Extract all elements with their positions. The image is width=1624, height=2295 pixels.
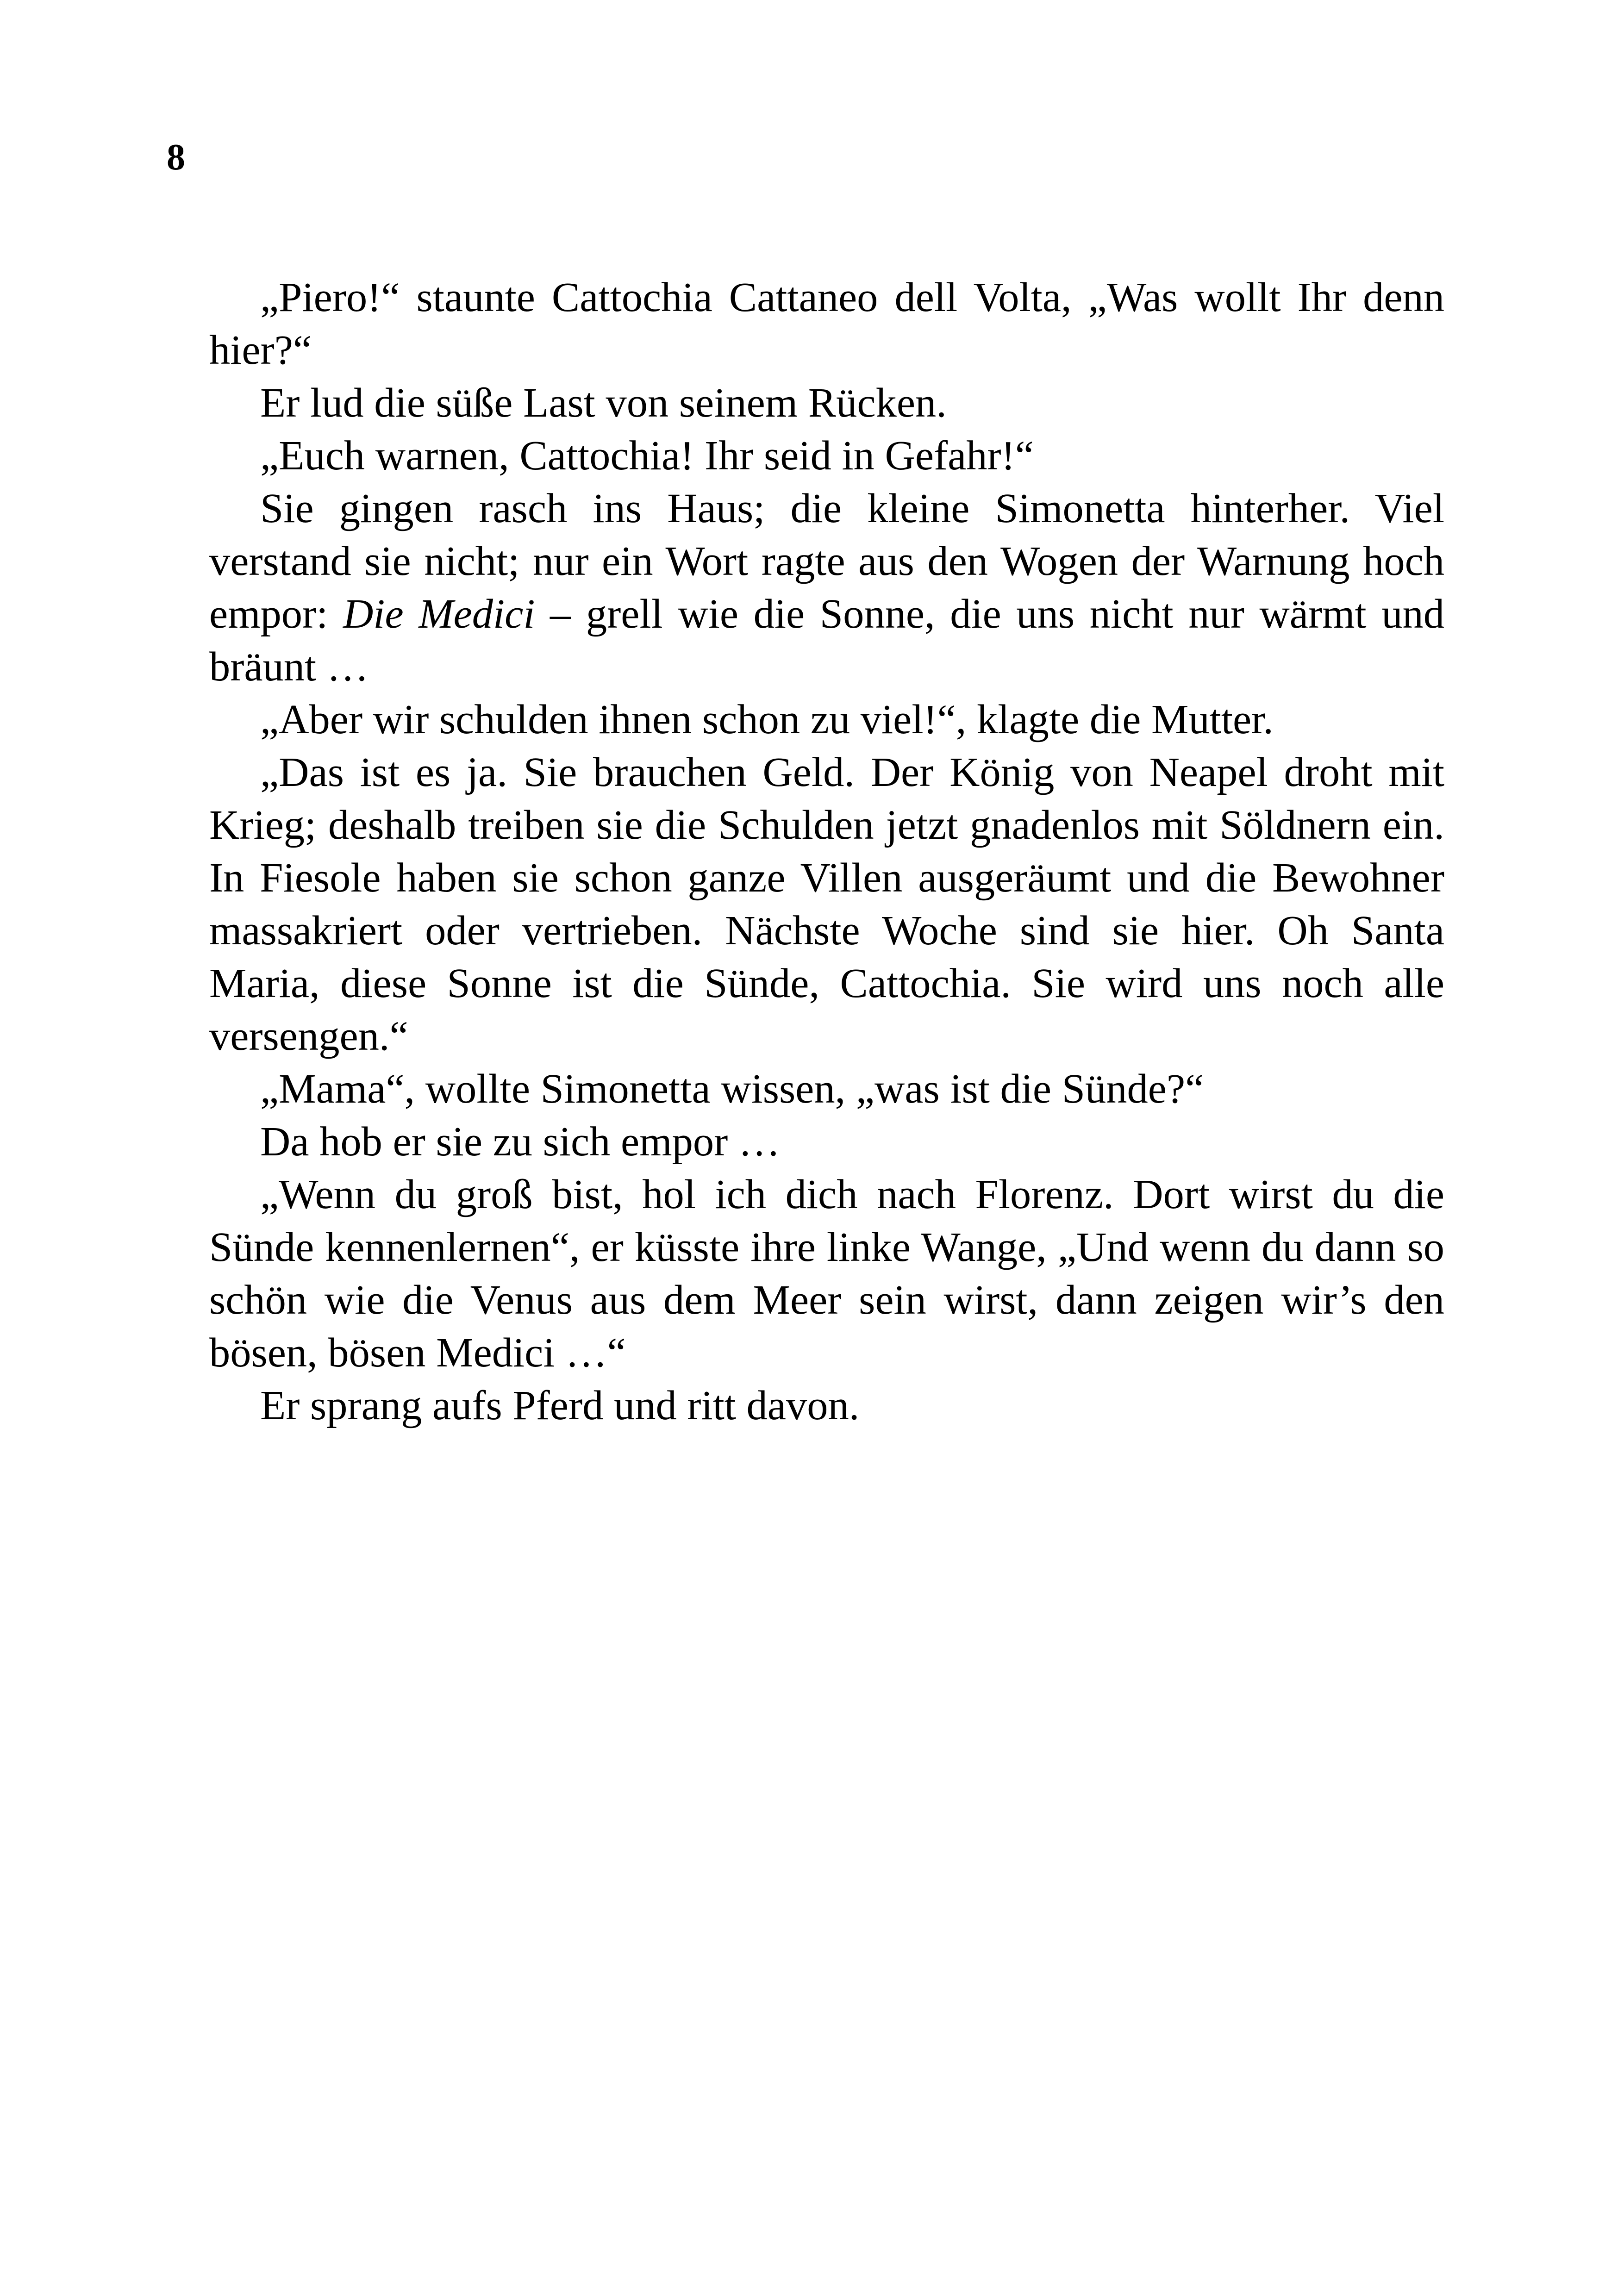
paragraph: „Euch warnen, Cattochia! Ihr seid in Gefahr!“ xyxy=(260,432,1034,479)
paragraph: „Das ist es ja. Sie brauchen Geld. Der König von Neapel droht mit Krieg; deshalb treiben sie die Schulden jetzt gnadenlos mit Söldnern ein. In Fiesole haben sie schon ganze Villen ausgeräumt und die Bewohner massakriert oder vertrieben. Nächste Woche sind sie hier. Oh Santa Maria, diese Sonne ist die Sünde, Cattochia. Sie wird uns noch alle versengen.“ xyxy=(209,748,1444,1059)
paragraph: Er sprang aufs Pferd und ritt davon. xyxy=(260,1382,860,1428)
paragraph-text: – grell wie die Sonne, die uns nicht nur wärmt und bräunt … xyxy=(209,590,1444,690)
paragraph: „Aber wir schulden ihnen schon zu viel!“, klagte die Mutter. xyxy=(260,696,1274,742)
paragraph-text: Sie gingen rasch ins Haus; die kleine Simonetta hinterher. Viel verstand sie nicht; nur ein Wort ragte aus den Wogen der Warnung hoch empor: xyxy=(209,485,1444,637)
body-text xyxy=(209,271,1444,1432)
emphasized-text: Die Medici xyxy=(343,590,535,637)
paragraph: Da hob er sie zu sich empor … xyxy=(260,1118,781,1165)
paragraph: „Mama“, wollte Simonetta wissen, „was ist die Sünde?“ xyxy=(260,1065,1204,1112)
page-number: 8 xyxy=(167,137,185,178)
paragraph: „Piero!“ staunte Cattochia Cattaneo dell Volta, „Was wollt Ihr denn hier?“ xyxy=(209,274,1444,373)
paragraph: Er lud die süße Last von seinem Rücken. xyxy=(260,379,947,426)
paragraph: „Wenn du groß bist, hol ich dich nach Florenz. Dort wirst du die Sünde kennenlernen“, er küsste ihre linke Wange, „Und wenn du dann so schön wie die Venus aus dem Meer sein wirst, dann zeigen wir’s den bösen, bösen Medici …“ xyxy=(209,1171,1444,1376)
paragraph xyxy=(209,482,1444,693)
